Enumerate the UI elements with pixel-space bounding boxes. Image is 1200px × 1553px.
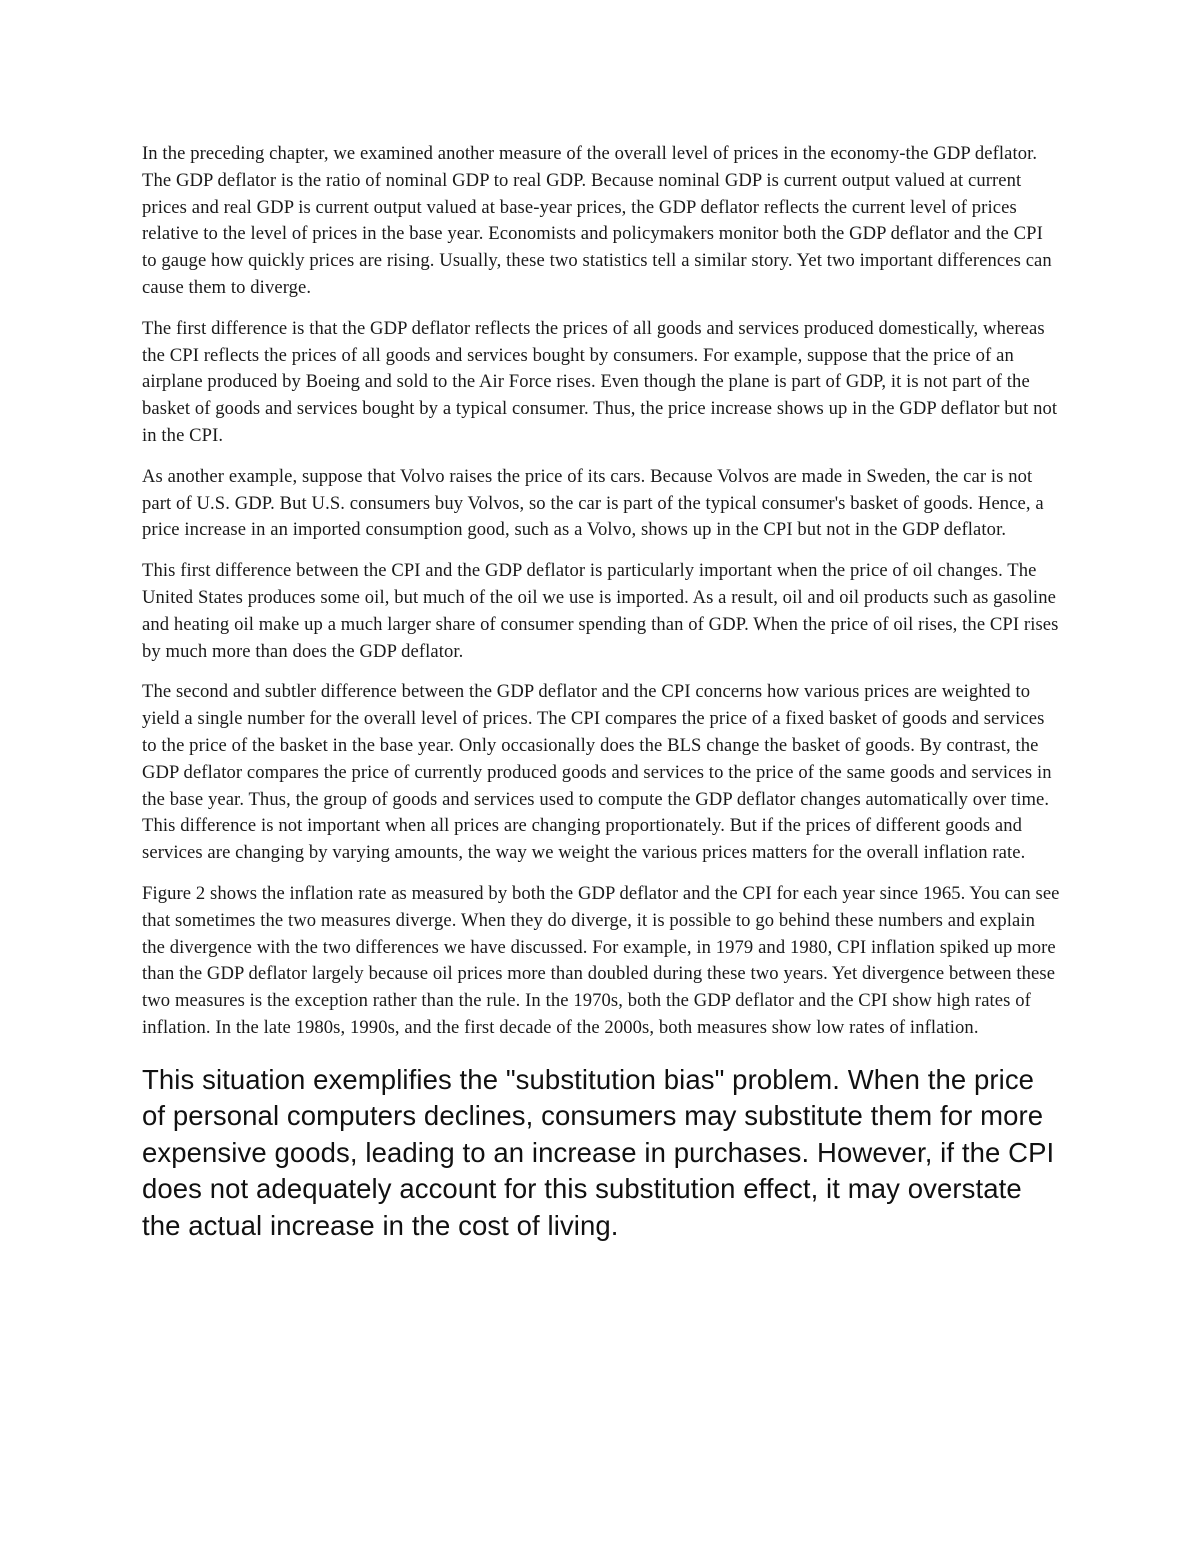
document-body (142, 141, 1062, 1244)
paragraph-gdp-deflator-intro: In the preceding chapter, we examined another measure of the overall level of prices in the economy-the GDP deflator. The GDP deflator is the ratio of nominal GDP to real GDP. Because nominal GDP is current output valued at current prices and real GDP is current output valued at base-year prices, the GDP deflator reflects the current level of prices relative to the level of prices in the base year. Economists and policymakers monitor both the GDP deflator and the CPI to gauge how quickly prices are rising. Usually, these two statistics tell a similar story. Yet two important differences can cause them to diverge. (142, 143, 1052, 298)
paragraph-oil-prices: This first difference between the CPI and the GDP deflator is particularly important when the price of oil changes. The United States produces some oil, but much of the oil we use is imported. As a result, oil and oil products such as gasoline and heating oil make up a much larger share of consumer spending than of GDP. When the price of oil rises, the CPI rises by much more than does the GDP deflator. (142, 560, 1059, 662)
paragraph-figure-2: Figure 2 shows the inflation rate as measured by both the GDP deflator and the CPI for each year since 1965. You can see that sometimes the two measures diverge. When they do diverge, it is possible to go behind these numbers and explain the divergence with the two differences we have discussed. For example, in 1979 and 1980, CPI inflation spiked up more than the GDP deflator largely because oil prices more than doubled during these two years. Yet divergence between these two measures is the exception rather than the rule. In the 1970s, both the GDP deflator and the CPI show high rates of inflation. In the late 1980s, 1990s, and the first decade of the 2000s, both measures show low rates of inflation. (142, 882, 1060, 1038)
answer-paragraph-substitution-bias: This situation exemplifies the "substitution bias" problem. When the price of personal computers declines, consumers may substitute them for more expensive goods, leading to an increase in purchases. However, if the CPI does not adequately account for this substitution effect, it may overstate the actual increase in the cost of living. (142, 1063, 1055, 1241)
paragraph-first-difference: The first difference is that the GDP deflator reflects the prices of all goods and services produced domestically, whereas the CPI reflects the prices of all goods and services bought by consumers. For example, suppose that the price of an airplane produced by Boeing and sold to the Air Force rises. Even though the plane is part of GDP, it is not part of the basket of goods and services bought by a typical consumer. Thus, the price increase shows up in the GDP deflator but not in the CPI. (142, 317, 1058, 446)
paragraph-volvo-example: As another example, suppose that Volvo raises the price of its cars. Because Volvos are made in Sweden, the car is not part of U.S. GDP. But U.S. consumers buy Volvos, so the car is part of the typical consumer's basket of goods. Hence, a price increase in an imported consumption good, such as a Volvo, shows up in the CPI but not in the GDP deflator. (142, 465, 1044, 541)
paragraph-second-difference: The second and subtler difference between the GDP deflator and the CPI concerns how various prices are weighted to yield a single number for the overall level of prices. The CPI compares the price of a fixed basket of goods and services to the price of the basket in the base year. Only occasionally does the BLS change the basket of goods. By contrast, the GDP deflator compares the price of currently produced goods and services to the price of the same goods and services in the base year. Thus, the group of goods and services used to compute the GDP deflator changes automatically over time. This difference is not important when all prices are changing proportionately. But if the prices of different goods and services are changing by varying amounts, the way we weight the various prices matters for the overall inflation rate. (142, 681, 1052, 864)
